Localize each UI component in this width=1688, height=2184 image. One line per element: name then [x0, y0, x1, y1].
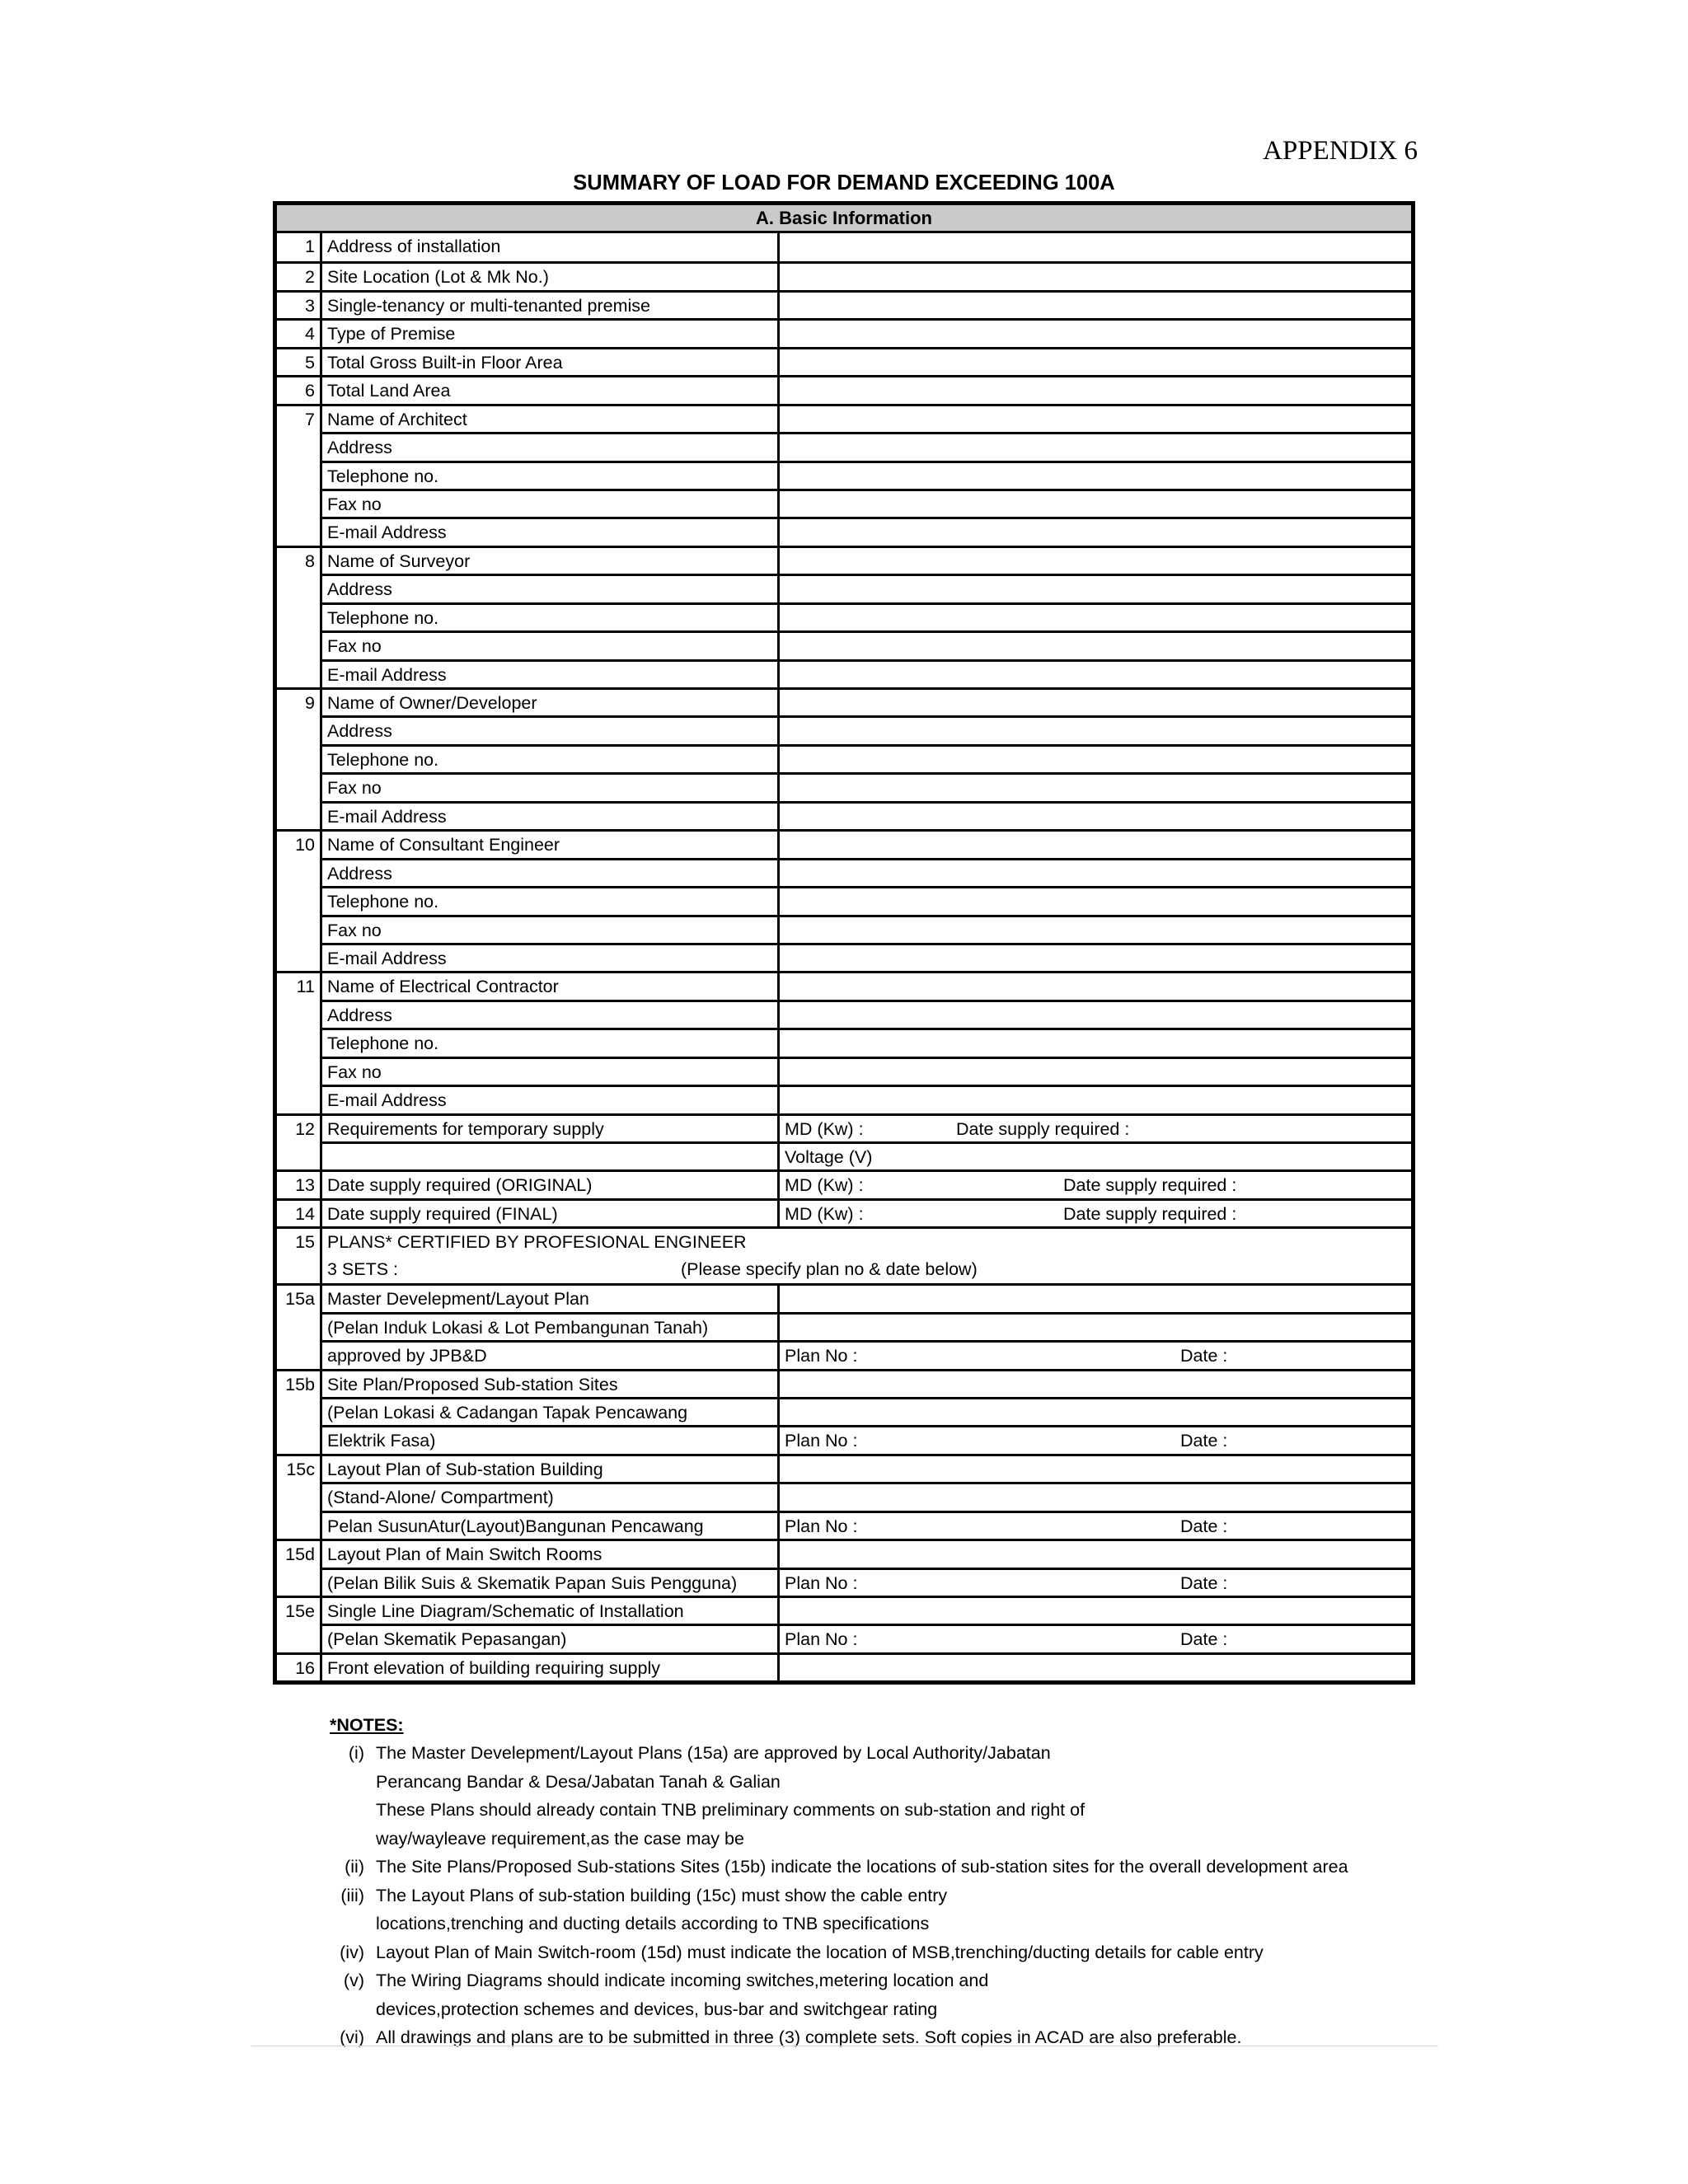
row-number	[277, 715, 322, 743]
row-number: 11	[277, 971, 322, 999]
form-row	[277, 318, 1411, 346]
md-or-plan-label: Plan No :	[785, 1346, 858, 1366]
form-row	[277, 602, 1411, 630]
row-number: 15e	[277, 1596, 322, 1624]
form-row	[277, 1397, 1411, 1425]
field-label	[322, 1141, 780, 1169]
form-row	[277, 233, 1411, 261]
note-text	[376, 2023, 1484, 2052]
form-row	[277, 1340, 1411, 1368]
field-value[interactable]	[780, 772, 1411, 800]
field-value[interactable]	[780, 971, 1411, 999]
form-row	[277, 489, 1411, 517]
note-line: The Site Plans/Proposed Sub-stations Sites (15b) indicate the locations of sub-station sites for the overall development area	[376, 1857, 1348, 1877]
field-label: Name of Owner/Developer	[322, 687, 780, 715]
field-value[interactable]	[780, 1652, 1411, 1680]
field-label: Master Develepment/Layout Plan	[322, 1283, 780, 1311]
field-value[interactable]	[780, 1397, 1411, 1425]
row-number	[277, 1568, 322, 1596]
field-label: (Pelan Skematik Pepasangan)	[322, 1624, 780, 1652]
row-number	[277, 1511, 322, 1539]
field-label: Date supply required (FINAL)	[322, 1198, 780, 1226]
row-number: 15b	[277, 1369, 322, 1397]
form-row	[277, 1226, 1411, 1283]
row-number	[277, 602, 322, 630]
field-label: Telephone no.	[322, 602, 780, 630]
field-label: Address	[322, 574, 780, 602]
notes-list	[330, 1739, 1484, 2052]
row-number: 15a	[277, 1283, 322, 1311]
field-value[interactable]	[780, 1482, 1411, 1510]
field-label: (Pelan Bilik Suis & Skematik Papan Suis Pengguna)	[322, 1568, 780, 1596]
row-number: 14	[277, 1198, 322, 1226]
field-label: (Stand-Alone/ Compartment)	[322, 1482, 780, 1510]
plans-instruction: (Please specify plan no & date below)	[681, 1259, 978, 1280]
field-value[interactable]	[780, 261, 1411, 289]
date-label: Date :	[1180, 1629, 1228, 1650]
note-text	[376, 1882, 1484, 1938]
row-number	[277, 432, 322, 460]
field-label: Fax no	[322, 772, 780, 800]
field-value[interactable]	[780, 517, 1411, 545]
row-number: 2	[277, 261, 322, 289]
field-value[interactable]	[780, 489, 1411, 517]
field-label: Fax no	[322, 489, 780, 517]
field-value[interactable]	[780, 1169, 1411, 1197]
md-or-plan-label: MD (Kw) :	[785, 1203, 864, 1224]
form-row	[277, 1169, 1411, 1197]
field-label: Address of installation	[322, 233, 780, 261]
note-line: The Master Develepment/Layout Plans (15a) are approved by Local Authority/Jabatan	[376, 1743, 1051, 1763]
note-number: (v)	[343, 1971, 364, 1990]
field-value[interactable]	[780, 1425, 1411, 1453]
form-row	[277, 858, 1411, 886]
field-label: Type of Premise	[322, 318, 780, 346]
md-or-plan-label: MD (Kw) :	[785, 1175, 864, 1196]
row-number: 4	[277, 318, 322, 346]
note-text	[376, 1739, 1484, 1853]
row-number	[277, 744, 322, 772]
field-value[interactable]	[780, 744, 1411, 772]
field-label: Telephone no.	[322, 744, 780, 772]
row-number: 9	[277, 687, 322, 715]
note-line: All drawings and plans are to be submitted in three (3) complete sets. Soft copies in ACAD are also preferable.	[376, 2027, 1242, 2047]
form-row	[277, 772, 1411, 800]
row-number	[277, 1141, 322, 1169]
field-label: Pelan SusunAtur(Layout)Bangunan Pencawang	[322, 1511, 780, 1539]
row-number: 1	[277, 233, 322, 261]
note-item	[330, 1739, 1484, 1853]
note-item	[330, 1938, 1484, 1967]
field-label: E-mail Address	[322, 1085, 780, 1113]
field-value[interactable]	[780, 886, 1411, 914]
field-label: Fax no	[322, 630, 780, 658]
form-row	[277, 943, 1411, 971]
form-row	[277, 1283, 1411, 1311]
note-number: (iii)	[340, 1885, 364, 1905]
row-number: 15d	[277, 1539, 322, 1567]
form-row	[277, 1085, 1411, 1113]
field-label: Name of Surveyor	[322, 546, 780, 574]
md-or-plan-label: MD (Kw) :	[785, 1118, 864, 1139]
row-number: 7	[277, 404, 322, 432]
date-label: Date :	[1180, 1572, 1228, 1593]
form-row	[277, 1425, 1411, 1453]
field-value[interactable]	[780, 715, 1411, 743]
field-label: Telephone no.	[322, 461, 780, 489]
row-number: 15	[277, 1226, 322, 1283]
md-or-plan-label: Plan No :	[785, 1629, 858, 1650]
row-number	[277, 574, 322, 602]
field-value[interactable]	[780, 574, 1411, 602]
field-label: Single Line Diagram/Schematic of Installation	[322, 1596, 780, 1624]
note-number: (ii)	[345, 1857, 364, 1877]
field-label: Elektrik Fasa)	[322, 1425, 780, 1453]
row-number	[277, 1340, 322, 1368]
note-text	[376, 1938, 1484, 1967]
date-supply-label: Date supply required :	[1063, 1203, 1237, 1224]
row-number	[277, 1482, 322, 1510]
field-value[interactable]	[780, 1085, 1411, 1113]
field-label: (Pelan Lokasi & Cadangan Tapak Pencawang	[322, 1397, 780, 1425]
field-label: E-mail Address	[322, 801, 780, 829]
note-line: locations,trenching and ducting details according to TNB specifications	[376, 1914, 930, 1933]
field-label: Front elevation of building requiring supply	[322, 1652, 780, 1680]
row-number	[277, 461, 322, 489]
row-number	[277, 1000, 322, 1028]
form-row	[277, 1482, 1411, 1510]
row-number	[277, 858, 322, 886]
row-number	[277, 1624, 322, 1652]
row-number: 8	[277, 546, 322, 574]
field-label: Total Land Area	[322, 375, 780, 403]
form-row	[277, 1652, 1411, 1680]
date-label: Date :	[1180, 1516, 1228, 1536]
row-number	[277, 1085, 322, 1113]
field-value[interactable]	[780, 1141, 1411, 1169]
row-number	[277, 801, 322, 829]
field-value[interactable]	[780, 1511, 1411, 1539]
notes-section	[330, 1711, 1484, 2052]
note-number: (vi)	[340, 2027, 364, 2047]
field-value[interactable]	[780, 1113, 1411, 1141]
field-value[interactable]	[780, 602, 1411, 630]
field-value[interactable]	[780, 1624, 1411, 1652]
form-row	[277, 1141, 1411, 1169]
row-number	[277, 1397, 322, 1425]
form-row	[277, 1000, 1411, 1028]
form-row	[277, 659, 1411, 687]
field-value[interactable]	[780, 1000, 1411, 1028]
row-number	[277, 886, 322, 914]
field-value[interactable]	[780, 1312, 1411, 1340]
row-number	[277, 489, 322, 517]
note-item	[330, 1966, 1484, 2023]
field-value[interactable]	[780, 461, 1411, 489]
row-number: 5	[277, 347, 322, 375]
field-value[interactable]	[780, 1454, 1411, 1482]
note-line: way/wayleave requirement,as the case may be	[376, 1828, 744, 1849]
field-label: Telephone no.	[322, 886, 780, 914]
field-value[interactable]	[780, 1340, 1411, 1368]
field-value[interactable]	[780, 829, 1411, 857]
form-row	[277, 290, 1411, 318]
row-number	[277, 943, 322, 971]
field-label: Address	[322, 1000, 780, 1028]
field-value[interactable]	[780, 630, 1411, 658]
field-value[interactable]	[780, 1539, 1411, 1567]
field-label: E-mail Address	[322, 943, 780, 971]
field-label: Site Plan/Proposed Sub-station Sites	[322, 1369, 780, 1397]
notes-title: *NOTES:	[330, 1715, 404, 1735]
row-number: 13	[277, 1169, 322, 1197]
note-line: The Layout Plans of sub-station building (15c) must show the cable entry	[376, 1885, 948, 1905]
form-row	[277, 1198, 1411, 1226]
field-label: Name of Architect	[322, 404, 780, 432]
field-value[interactable]	[780, 1568, 1411, 1596]
form-row	[277, 375, 1411, 403]
form-row	[277, 432, 1411, 460]
field-value[interactable]	[780, 290, 1411, 318]
field-label: Total Gross Built-in Floor Area	[322, 347, 780, 375]
form-row	[277, 517, 1411, 545]
field-value[interactable]	[780, 1283, 1411, 1311]
field-label: approved by JPB&D	[322, 1340, 780, 1368]
form-row	[277, 715, 1411, 743]
row-number	[277, 1028, 322, 1056]
note-line: devices,protection schemes and devices, bus-bar and switchgear rating	[376, 1999, 938, 2019]
date-supply-label: Date supply required :	[1063, 1175, 1237, 1196]
note-item	[330, 1853, 1484, 1882]
field-value[interactable]	[780, 1057, 1411, 1085]
field-value[interactable]	[780, 858, 1411, 886]
note-item	[330, 1882, 1484, 1938]
note-line: These Plans should already contain TNB preliminary comments on sub-station and right of	[376, 1800, 1085, 1820]
form-row	[277, 1057, 1411, 1085]
field-value[interactable]	[780, 915, 1411, 943]
date-supply-label: Date supply required :	[956, 1118, 1130, 1139]
form-row	[277, 971, 1411, 999]
note-line: Layout Plan of Main Switch-room (15d) must indicate the location of MSB,trenching/ducting details for cable entry	[376, 1942, 1264, 1962]
note-text	[376, 1853, 1484, 1882]
field-value[interactable]	[780, 1198, 1411, 1226]
field-label: E-mail Address	[322, 659, 780, 687]
form-row	[277, 546, 1411, 574]
row-number	[277, 659, 322, 687]
field-label: Telephone no.	[322, 1028, 780, 1056]
field-label: Address	[322, 432, 780, 460]
field-label: Address	[322, 715, 780, 743]
field-label: Date supply required (ORIGINAL)	[322, 1169, 780, 1197]
form-row	[277, 630, 1411, 658]
form-row	[277, 1113, 1411, 1141]
field-value[interactable]	[780, 233, 1411, 261]
date-label: Date :	[1180, 1346, 1228, 1366]
row-number	[277, 1312, 322, 1340]
field-label: Name of Electrical Contractor	[322, 971, 780, 999]
row-number: 12	[277, 1113, 322, 1141]
row-number: 15c	[277, 1454, 322, 1482]
note-line: Perancang Bandar & Desa/Jabatan Tanah & Galian	[376, 1771, 781, 1792]
form-row	[277, 1028, 1411, 1056]
field-label: Fax no	[322, 1057, 780, 1085]
md-or-plan-label: Voltage (V)	[785, 1147, 873, 1167]
form-row	[277, 1596, 1411, 1624]
field-value[interactable]	[780, 1369, 1411, 1397]
field-label: Requirements for temporary supply	[322, 1113, 780, 1141]
form-row	[277, 404, 1411, 432]
form-row	[277, 829, 1411, 857]
row-number	[277, 630, 322, 658]
form-row	[277, 347, 1411, 375]
field-label: Single-tenancy or multi-tenanted premise	[322, 290, 780, 318]
basic-information-form	[273, 201, 1415, 1685]
field-value[interactable]	[780, 1596, 1411, 1624]
field-value[interactable]	[780, 404, 1411, 432]
note-number: (i)	[348, 1743, 364, 1763]
row-number: 3	[277, 290, 322, 318]
form-row	[277, 1624, 1411, 1652]
field-value[interactable]	[780, 687, 1411, 715]
field-label: (Pelan Induk Lokasi & Lot Pembangunan Tanah)	[322, 1312, 780, 1340]
plans-heading: PLANS* CERTIFIED BY PROFESIONAL ENGINEER	[327, 1232, 747, 1253]
form-row	[277, 261, 1411, 289]
field-value[interactable]	[780, 943, 1411, 971]
field-value[interactable]	[780, 659, 1411, 687]
row-number	[277, 1057, 322, 1085]
form-rows	[277, 233, 1411, 1680]
field-value[interactable]	[780, 318, 1411, 346]
form-title: SUMMARY OF LOAD FOR DEMAND EXCEEDING 100A	[573, 171, 1115, 194]
note-item	[330, 2023, 1484, 2052]
form-row	[277, 1369, 1411, 1397]
form-row	[277, 886, 1411, 914]
form-row	[277, 1568, 1411, 1596]
form-row	[277, 1454, 1411, 1482]
note-line: The Wiring Diagrams should indicate incoming switches,metering location and	[376, 1971, 989, 1990]
field-value[interactable]	[780, 546, 1411, 574]
date-label: Date :	[1180, 1431, 1228, 1451]
field-label: Name of Consultant Engineer	[322, 829, 780, 857]
form-row	[277, 574, 1411, 602]
field-value[interactable]	[780, 1028, 1411, 1056]
plans-certified-cell	[322, 1226, 1411, 1283]
row-number	[277, 915, 322, 943]
row-number: 16	[277, 1652, 322, 1680]
appendix-label: APPENDIX 6	[1263, 136, 1418, 166]
field-value[interactable]	[780, 347, 1411, 375]
form-row	[277, 801, 1411, 829]
field-value[interactable]	[780, 432, 1411, 460]
form-row	[277, 1511, 1411, 1539]
field-label: Layout Plan of Main Switch Rooms	[322, 1539, 780, 1567]
field-label: Address	[322, 858, 780, 886]
form-row	[277, 744, 1411, 772]
note-number: (iv)	[340, 1942, 364, 1962]
row-number	[277, 517, 322, 545]
note-text	[376, 1966, 1484, 2023]
row-number	[277, 1425, 322, 1453]
field-value[interactable]	[780, 801, 1411, 829]
md-or-plan-label: Plan No :	[785, 1572, 858, 1593]
form-row	[277, 1539, 1411, 1567]
md-or-plan-label: Plan No :	[785, 1431, 858, 1451]
form-row	[277, 687, 1411, 715]
form-row	[277, 915, 1411, 943]
field-value[interactable]	[780, 375, 1411, 403]
field-label: Layout Plan of Sub-station Building	[322, 1454, 780, 1482]
field-label: E-mail Address	[322, 517, 780, 545]
row-number: 10	[277, 829, 322, 857]
row-number	[277, 772, 322, 800]
form-row	[277, 461, 1411, 489]
row-number: 6	[277, 375, 322, 403]
sets-label: 3 SETS :	[327, 1259, 399, 1280]
md-or-plan-label: Plan No :	[785, 1516, 858, 1536]
field-label: Fax no	[322, 915, 780, 943]
form-row	[277, 1312, 1411, 1340]
section-header: A. Basic Information	[277, 205, 1411, 233]
field-label: Site Location (Lot & Mk No.)	[322, 261, 780, 289]
